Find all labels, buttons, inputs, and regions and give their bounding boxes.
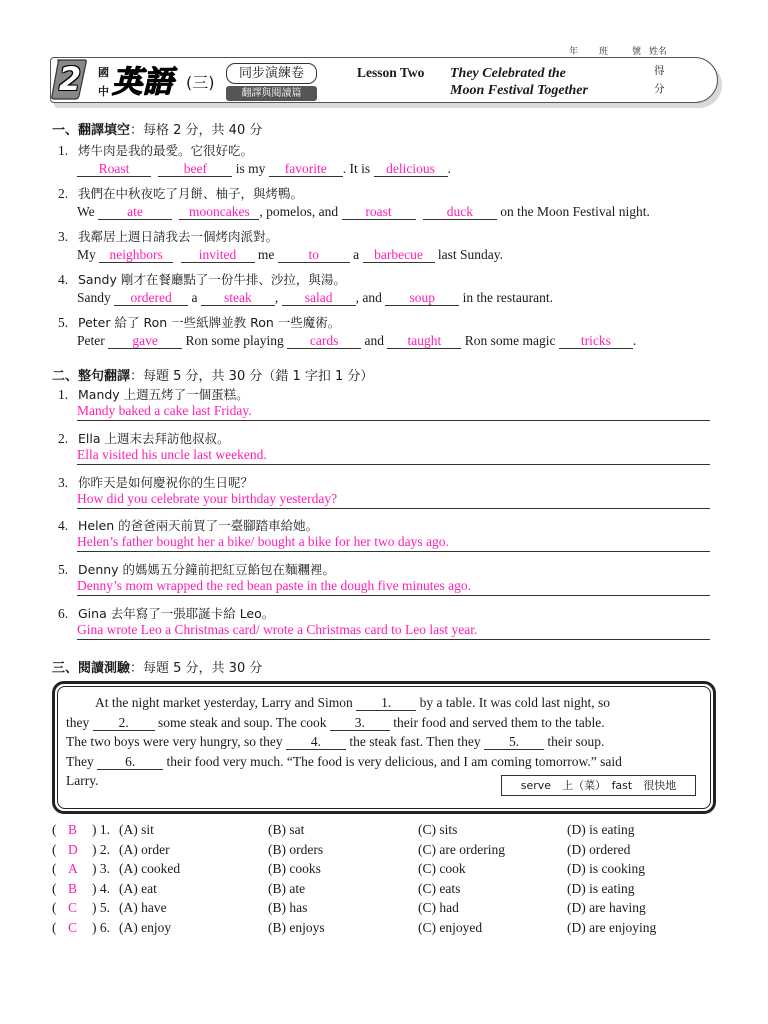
passage-l3-a: The two boys were very hungry, so they bbox=[66, 734, 286, 750]
passage-l3-b: the steak fast. Then they bbox=[345, 734, 485, 750]
score-label-2: 分 bbox=[654, 83, 665, 95]
s1-item1-zh: 烤牛肉是我的最愛。它很好吃。 bbox=[78, 143, 254, 158]
grade-char-2: 中 bbox=[98, 85, 109, 98]
section2-header bbox=[52, 365, 373, 384]
section1-header bbox=[52, 119, 262, 138]
s1-item1-answer4: delicious bbox=[374, 161, 448, 177]
q2-answer: D bbox=[68, 842, 78, 857]
passage-l1-a: At the night market yesterday, Larry and Simon bbox=[95, 695, 357, 710]
s1-item4-num: 4. bbox=[58, 272, 69, 287]
blank-6: 6. bbox=[97, 755, 163, 770]
info-label-class: 班 bbox=[599, 47, 609, 57]
s1-item4-answer2: steak bbox=[201, 290, 275, 306]
q3-number: ) 3. bbox=[92, 861, 110, 876]
s2-item2-prompt bbox=[58, 429, 229, 447]
s1-item1-answer2: beef bbox=[158, 161, 232, 177]
q1-open-paren: ( bbox=[52, 822, 57, 837]
s2-item5-prompt bbox=[58, 560, 335, 578]
q1-option-b: (B) sat bbox=[268, 822, 305, 837]
q2-option-d: (D) ordered bbox=[567, 842, 631, 857]
passage-l1-b: by a table. It was cold last night, so bbox=[416, 695, 611, 710]
info-label-name: 姓名 bbox=[649, 47, 668, 57]
q4-option-d: (D) is eating bbox=[567, 881, 635, 896]
s1-item3-num: 3. bbox=[58, 229, 69, 244]
passage-l2-a: they bbox=[66, 714, 93, 730]
s2-item2-num: 2. bbox=[58, 431, 69, 446]
lesson-title-line2: Moon Festival Together bbox=[450, 83, 588, 98]
section1-rule: ：每格 2 分，共 40 分 bbox=[130, 123, 263, 138]
s2-item1-num: 1. bbox=[58, 387, 69, 402]
q1-answer: B bbox=[68, 822, 78, 837]
q4-open-paren: ( bbox=[52, 881, 57, 896]
question-row-3 bbox=[52, 860, 712, 878]
s2-item4-num: 4. bbox=[58, 518, 69, 533]
question-row-1 bbox=[52, 821, 712, 839]
q2-option-a: (A) order bbox=[119, 842, 170, 857]
s1-item3-line bbox=[77, 247, 503, 263]
q4-option-b: (B) ate bbox=[268, 881, 306, 896]
passage-l4-a: They bbox=[66, 753, 98, 769]
s1-item2-text1: We bbox=[77, 204, 99, 219]
s2-item4-prompt bbox=[58, 516, 318, 534]
s2-item3-answer: How did you celebrate your birthday yesterday? bbox=[77, 491, 710, 509]
score-box bbox=[654, 62, 665, 98]
s1-item4-answer3: salad bbox=[282, 290, 356, 306]
q6-option-a: (A) enjoy bbox=[119, 920, 172, 935]
blank-2: 2. bbox=[93, 716, 155, 731]
q3-option-a: (A) cooked bbox=[119, 861, 181, 876]
s1-item5-line bbox=[77, 333, 636, 349]
s1-item3-text3: me bbox=[254, 247, 278, 262]
lesson-title-line1: They Celebrated the bbox=[450, 66, 566, 81]
score-label-1: 得 bbox=[654, 65, 665, 77]
question-row-2 bbox=[52, 841, 712, 859]
section2-rule: ：每題 5 分，共 30 分（錯 1 字扣 1 分） bbox=[130, 369, 374, 384]
q5-answer: C bbox=[68, 900, 78, 915]
passage-l3-c: their soup. bbox=[544, 734, 605, 750]
question-row-6 bbox=[52, 919, 712, 937]
volume-label: (三) bbox=[186, 73, 215, 92]
s1-item3-answer2: invited bbox=[181, 247, 255, 263]
grade-char-1: 國 bbox=[98, 66, 109, 79]
worksheet-subtag: 翻譯與閱讀篇 bbox=[226, 86, 317, 101]
s1-item2-text5: on the Moon Festival night. bbox=[496, 204, 650, 219]
s1-item5-text3: and bbox=[361, 333, 388, 348]
s1-item4-text2: a bbox=[188, 290, 201, 305]
s1-item1-line bbox=[77, 161, 451, 177]
s2-item6-prompt bbox=[58, 604, 274, 622]
s1-item2-prompt bbox=[58, 184, 303, 202]
s1-item1-text2: is my bbox=[232, 161, 269, 176]
lesson-label: Lesson Two bbox=[357, 65, 425, 80]
s1-item4-answer4: soup bbox=[385, 290, 459, 306]
q1-option-c: (C) sits bbox=[418, 822, 458, 837]
blank-4: 4. bbox=[286, 735, 346, 750]
section3-header bbox=[52, 657, 262, 676]
passage-l2-c: their food and served them to the table. bbox=[389, 714, 605, 730]
passage-l4-b: their food very much. “The food is very delicious, and I am coming tomorrow.” said bbox=[163, 753, 622, 769]
section1-title: 一、翻譯填空 bbox=[52, 123, 131, 138]
q5-open-paren: ( bbox=[52, 900, 57, 915]
q3-option-c: (C) cook bbox=[418, 861, 466, 876]
s2-item1-answer: Mandy baked a cake last Friday. bbox=[77, 403, 710, 421]
q1-option-a: (A) sit bbox=[119, 822, 154, 837]
q6-answer: C bbox=[68, 920, 78, 935]
subject-logo: 英語 bbox=[112, 65, 174, 100]
s2-item2-answer: Ella visited his uncle last weekend. bbox=[77, 447, 710, 465]
s1-item1-num: 1. bbox=[58, 143, 69, 158]
section2-title: 二、整句翻譯 bbox=[52, 369, 131, 384]
s2-item2-zh: Ella 上週末去拜訪他叔叔。 bbox=[78, 431, 230, 446]
q6-option-b: (B) enjoys bbox=[268, 920, 325, 935]
s1-item3-prompt bbox=[58, 227, 278, 245]
s2-item4-zh: Helen 的爸爸兩天前買了一臺腳踏車給她。 bbox=[78, 518, 319, 533]
vocab-box: serve 上（菜） fast 很快地 bbox=[501, 775, 696, 796]
section3-title: 三、閱讀測驗 bbox=[52, 661, 131, 676]
q5-option-c: (C) had bbox=[418, 900, 459, 915]
q3-option-b: (B) cooks bbox=[268, 861, 321, 876]
s1-item2-zh: 我們在中秋夜吃了月餅、柚子，與烤鴨。 bbox=[78, 186, 304, 201]
q4-option-c: (C) eats bbox=[418, 881, 461, 896]
worksheet-tag: 同步演練卷 bbox=[226, 63, 317, 84]
info-label-number: 號 bbox=[632, 47, 642, 57]
s1-item5-num: 5. bbox=[58, 315, 69, 330]
q4-number: ) 4. bbox=[92, 881, 110, 896]
s1-item4-text4: , and bbox=[355, 290, 386, 305]
s1-item5-answer3: taught bbox=[387, 333, 461, 349]
q4-option-a: (A) eat bbox=[119, 881, 157, 896]
s1-item3-answer1: neighbors bbox=[99, 247, 173, 263]
s1-item1-answer1: Roast bbox=[77, 161, 151, 177]
question-row-4 bbox=[52, 880, 712, 898]
passage-line-4 bbox=[66, 752, 696, 772]
s1-item5-zh: Peter 給了 Ron 一些紙牌並教 Ron 一些魔術。 bbox=[78, 315, 341, 330]
s1-item3-text4: a bbox=[349, 247, 363, 262]
s1-item2-num: 2. bbox=[58, 186, 69, 201]
s1-item1-answer3: favorite bbox=[269, 161, 343, 177]
s1-item2-text3: , pomelos, and bbox=[259, 204, 342, 219]
passage-line-2 bbox=[66, 713, 696, 733]
passage-l2-b: some steak and soup. The cook bbox=[154, 714, 330, 730]
lesson-number-badge: 2 bbox=[58, 60, 82, 98]
s2-item3-prompt bbox=[58, 473, 253, 491]
s2-item3-zh: 你昨天是如何慶祝你的生日呢？ bbox=[78, 475, 254, 490]
s1-item5-text1: Peter bbox=[77, 333, 109, 348]
section3-rule: ：每題 5 分，共 30 分 bbox=[130, 661, 263, 676]
q6-option-c: (C) enjoyed bbox=[418, 920, 483, 935]
q1-option-d: (D) is eating bbox=[567, 822, 635, 837]
info-label-year: 年 bbox=[569, 47, 579, 57]
q5-option-d: (D) are having bbox=[567, 900, 646, 915]
s1-item2-answer3: roast bbox=[342, 204, 416, 220]
s1-item1-text3: . It is bbox=[342, 161, 374, 176]
passage-line-3 bbox=[66, 732, 696, 752]
q2-option-c: (C) are ordering bbox=[418, 842, 505, 857]
q3-answer: A bbox=[68, 861, 78, 876]
s2-item6-num: 6. bbox=[58, 606, 69, 621]
s1-item5-text5: . bbox=[632, 333, 637, 348]
s1-item4-text3: , bbox=[274, 290, 282, 305]
s1-item2-line bbox=[77, 204, 650, 220]
s1-item4-text1: Sandy bbox=[77, 290, 115, 305]
s1-item3-text5: last Sunday. bbox=[434, 247, 504, 262]
s1-item3-answer3: to bbox=[278, 247, 350, 263]
s2-item4-answer: Helen’s father bought her a bike/ bought a bike for her two days ago. bbox=[77, 534, 710, 552]
q5-option-a: (A) have bbox=[119, 900, 167, 915]
q3-open-paren: ( bbox=[52, 861, 57, 876]
s2-item6-zh: Gina 去年寫了一張耶誕卡給 Leo。 bbox=[78, 606, 275, 621]
q6-number: ) 6. bbox=[92, 920, 110, 935]
s2-item1-zh: Mandy 上週五烤了一個蛋糕。 bbox=[78, 387, 249, 402]
blank-1: 1. bbox=[356, 696, 416, 711]
q2-number: ) 2. bbox=[92, 842, 110, 857]
s1-item2-answer4: duck bbox=[423, 204, 497, 220]
q1-number: ) 1. bbox=[92, 822, 110, 837]
s1-item3-answer4: barbecue bbox=[363, 247, 435, 263]
s1-item5-text2: Ron some playing bbox=[182, 333, 288, 348]
q3-option-d: (D) is cooking bbox=[567, 861, 645, 876]
s2-item3-num: 3. bbox=[58, 475, 69, 490]
s1-item3-zh: 我鄰居上週日請我去一個烤肉派對。 bbox=[78, 229, 279, 244]
blank-5: 5. bbox=[484, 735, 544, 750]
s1-item4-line bbox=[77, 290, 553, 306]
s1-item3-text1: My bbox=[77, 247, 100, 262]
passage-line-5: Larry. bbox=[66, 773, 99, 789]
s1-item4-prompt bbox=[58, 270, 346, 288]
q6-option-d: (D) are enjoying bbox=[567, 920, 657, 935]
q4-answer: B bbox=[68, 881, 78, 896]
q5-number: ) 5. bbox=[92, 900, 110, 915]
s2-item5-num: 5. bbox=[58, 562, 69, 577]
s1-item4-answer1: ordered bbox=[114, 290, 188, 306]
lesson-title bbox=[450, 65, 588, 99]
q5-option-b: (B) has bbox=[268, 900, 308, 915]
s2-item6-answer: Gina wrote Leo a Christmas card/ wrote a Christmas card to Leo last year. bbox=[77, 622, 710, 640]
q2-open-paren: ( bbox=[52, 842, 57, 857]
s1-item5-answer4: tricks bbox=[559, 333, 633, 349]
s1-item5-text4: Ron some magic bbox=[461, 333, 559, 348]
q6-open-paren: ( bbox=[52, 920, 57, 935]
s2-item5-zh: Denny 的媽媽五分鐘前把紅豆餡包在麵糰裡。 bbox=[78, 562, 336, 577]
s1-item5-answer1: gave bbox=[108, 333, 182, 349]
s1-item1-text4: . bbox=[447, 161, 451, 176]
s1-item2-answer1: ate bbox=[98, 204, 172, 220]
blank-3: 3. bbox=[330, 716, 390, 731]
s1-item4-text5: in the restaurant. bbox=[459, 290, 553, 305]
s1-item5-answer2: cards bbox=[287, 333, 361, 349]
q2-option-b: (B) orders bbox=[268, 842, 324, 857]
s1-item1-prompt bbox=[58, 141, 253, 159]
passage-line-1 bbox=[66, 693, 696, 713]
s1-item2-answer2: mooncakes bbox=[179, 204, 259, 220]
s2-item5-answer: Denny’s mom wrapped the red bean paste in the dough five minutes ago. bbox=[77, 578, 710, 596]
s2-item1-prompt bbox=[58, 385, 249, 403]
s1-item4-zh: Sandy 剛才在餐廳點了一份牛排、沙拉，與湯。 bbox=[78, 272, 346, 287]
s1-item5-prompt bbox=[58, 313, 340, 331]
question-row-5 bbox=[52, 899, 712, 917]
